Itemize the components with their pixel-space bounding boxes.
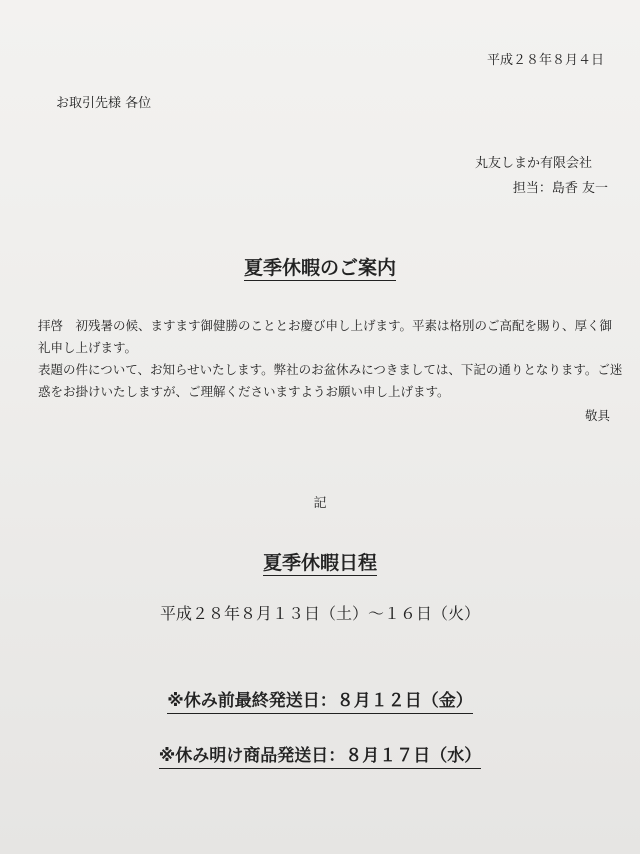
holiday-period: 平成２８年８月１３日（土）～１６日（火） — [159, 604, 480, 623]
notice-title — [0, 253, 640, 280]
letter-date: 平成２８年８月４日 — [486, 53, 604, 68]
schedule-title-text: 夏季休暇日程 — [262, 552, 377, 574]
ki-mark: 記 — [313, 496, 327, 511]
first-shipping-text: ※休み明け商品発送日：８月１７日（水） — [159, 746, 482, 769]
notice-title-text: 夏季休暇のご案内 — [243, 257, 396, 279]
closing-word: 敬具 — [584, 408, 610, 423]
body-paragraph-notice: 表題の件について、お知らせいたします。弊社のお盆休みにつきましては、下記の通りとなります。ご迷惑をお掛けいたしますが、ご理解くださいますようお願い申し上げます。 — [38, 362, 623, 399]
body-paragraph-greeting: 拝啓 初残暑の候、ますます御健勝のこととお慶び申し上げます。平素は格別のご高配を賜り、厚く御礼申し上げます。 — [38, 318, 613, 355]
recipient: お取引先様 各位 — [56, 96, 152, 111]
letter-body — [38, 315, 624, 403]
first-shipping-date — [0, 741, 640, 766]
schedule-title — [0, 548, 640, 575]
sender-company: 丸友しまか有限会社 — [474, 156, 592, 171]
sender-contact: 担当：島香 友一 — [512, 181, 608, 196]
last-shipping-text: ※休み前最終発送日：８月１２日（金） — [167, 691, 473, 714]
last-shipping-date — [0, 686, 640, 711]
